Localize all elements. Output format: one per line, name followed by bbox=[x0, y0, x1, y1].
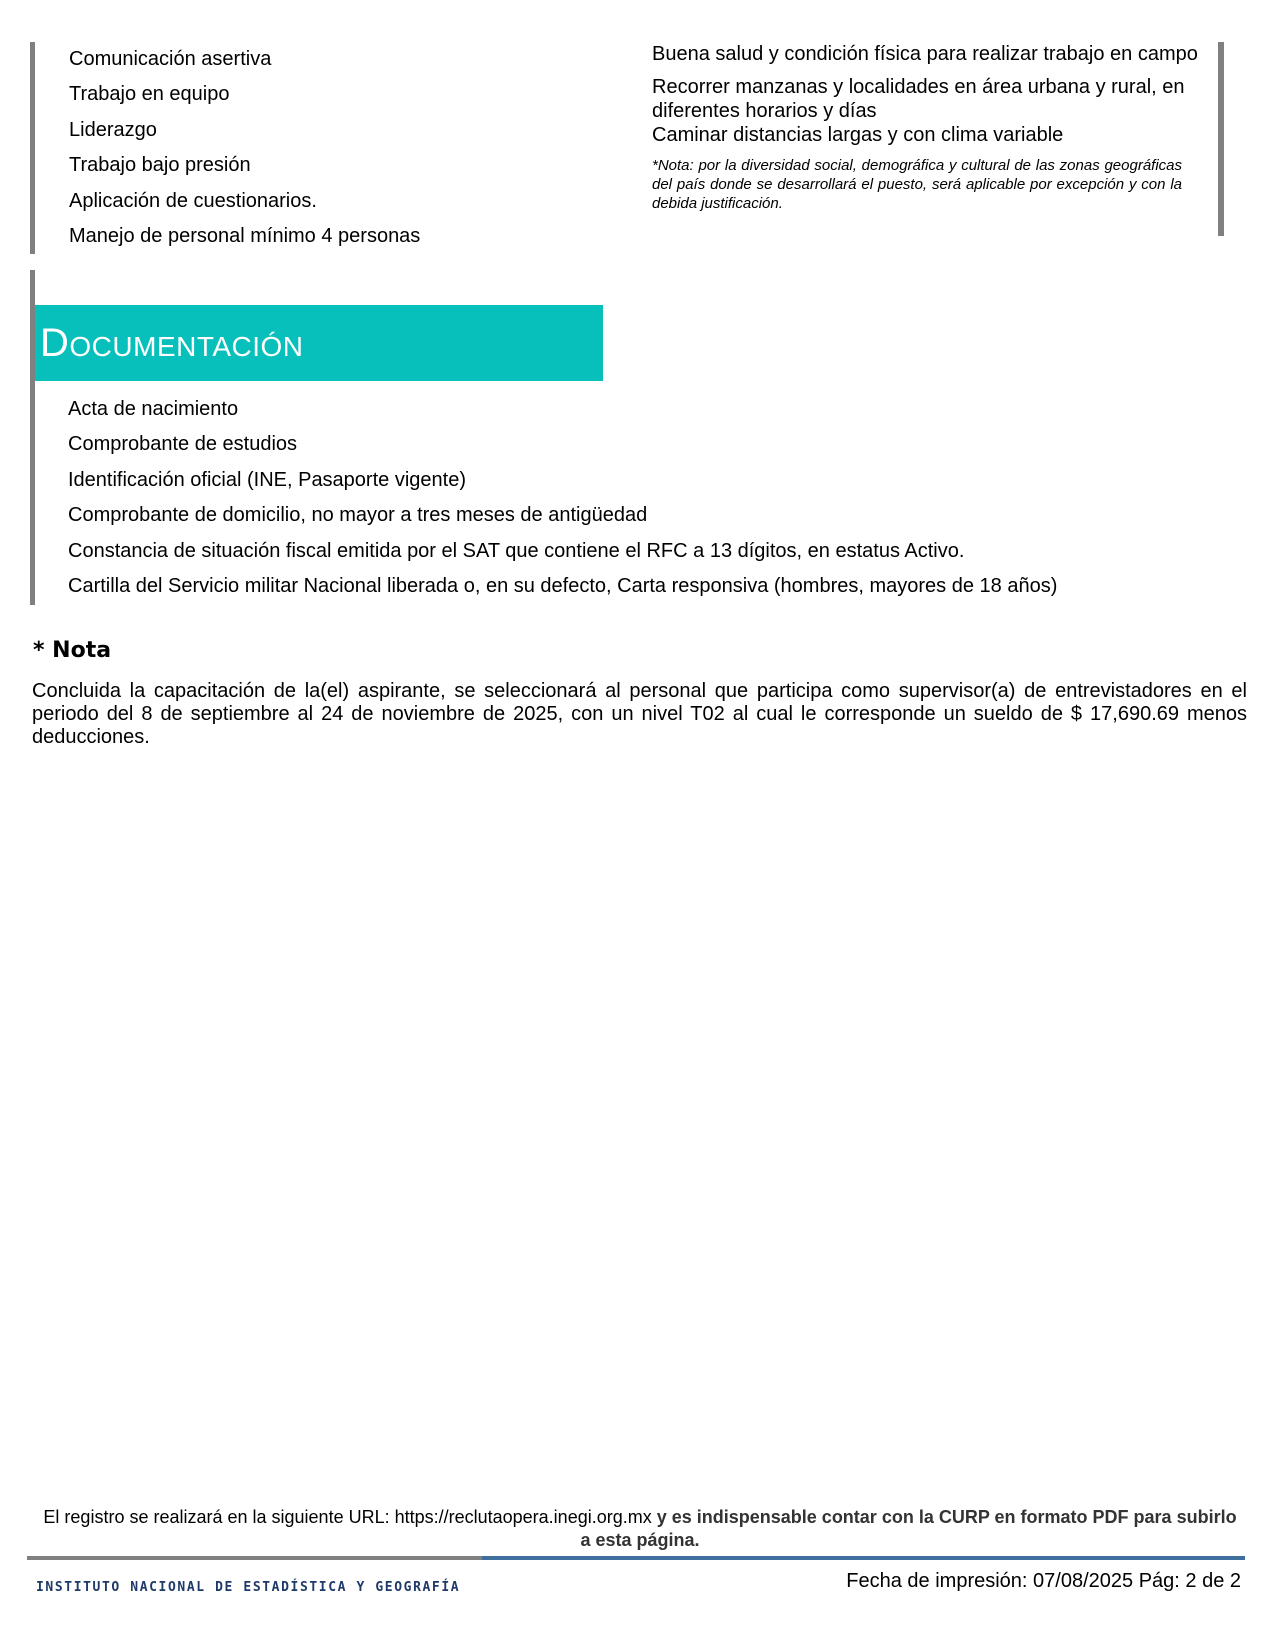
skill-item: Comunicación asertiva bbox=[69, 48, 272, 70]
documentation-item: Cartilla del Servicio militar Nacional liberada o, en su defecto, Carta responsiva (hombres, mayores de 18 años) bbox=[68, 574, 1058, 597]
physical-right-bar bbox=[1218, 42, 1224, 236]
nota-body: Concluida la capacitación de la(el) aspirante, se seleccionará al personal que participa como supervisor(a) de entrevistadores en el periodo del 8 de septiembre al 24 de noviembre de 2025, con un nivel T02 al cual le corresponde un sueldo de $ 17,690.69 menos deducciones. bbox=[32, 680, 1247, 748]
skill-item: Trabajo en equipo bbox=[69, 83, 230, 106]
footer-rule-blue bbox=[482, 1556, 1245, 1560]
documentation-title: Documentación bbox=[35, 305, 603, 381]
institute-name: INSTITUTO NACIONAL DE ESTADÍSTICA Y GEOGRAFÍA bbox=[36, 1580, 461, 1595]
skill-item: Liderazgo bbox=[69, 118, 157, 141]
documentation-list bbox=[30, 392, 1268, 604]
nota-title: * Nota bbox=[33, 638, 112, 663]
footer-rule-gray bbox=[27, 1556, 482, 1560]
registration-notice bbox=[40, 1506, 1240, 1552]
print-date-page: Fecha de impresión: 07/08/2025 Pág: 2 de 2 bbox=[846, 1570, 1241, 1592]
skill-item: Trabajo bajo presión bbox=[69, 154, 251, 177]
skill-item: Manejo de personal mínimo 4 personas bbox=[69, 224, 421, 247]
skill-item: Aplicación de cuestionarios. bbox=[69, 189, 317, 212]
documentation-item: Acta de nacimiento bbox=[68, 398, 239, 420]
registration-bold-1: y es indispensable contar con la bbox=[651, 1507, 939, 1527]
physical-item: Caminar distancias largas y con clima variable bbox=[652, 124, 1064, 146]
registration-bold-3: para subirlo a esta página. bbox=[580, 1507, 1237, 1550]
documentation-item: Comprobante de estudios bbox=[68, 433, 298, 456]
physical-item: Buena salud y condición física para realizar trabajo en campo bbox=[652, 43, 1198, 65]
registration-pdf: PDF bbox=[1092, 1507, 1129, 1527]
documentation-item: Identificación oficial (INE, Pasaporte vigente) bbox=[68, 468, 466, 491]
registration-url-text: El registro se realizará en la siguiente URL: https://reclutaopera.inegi.org.mx bbox=[43, 1507, 652, 1527]
documentation-item: Comprobante de domicilio, no mayor a tres meses de antigüedad bbox=[68, 504, 648, 527]
skills-left-bar bbox=[30, 42, 35, 254]
registration-curp: CURP bbox=[938, 1507, 990, 1527]
registration-bold-2: en formato bbox=[989, 1507, 1093, 1527]
skills-section bbox=[30, 42, 590, 254]
physical-note: *Nota: por la diversidad social, demográfica y cultural de las zonas geográficas del país donde se desarrollará el puesto, será aplicable por excepción y con la debida justificación. bbox=[652, 157, 1182, 212]
physical-item: Recorrer manzanas y localidades en área urbana y rural, en diferentes horarios y días bbox=[652, 76, 1185, 122]
skills-list bbox=[30, 42, 590, 254]
physical-requirements-section bbox=[652, 42, 1224, 213]
documentation-item: Constancia de situación fiscal emitida por el SAT que contiene el RFC a 13 dígitos, en estatus Activo. bbox=[68, 539, 965, 562]
